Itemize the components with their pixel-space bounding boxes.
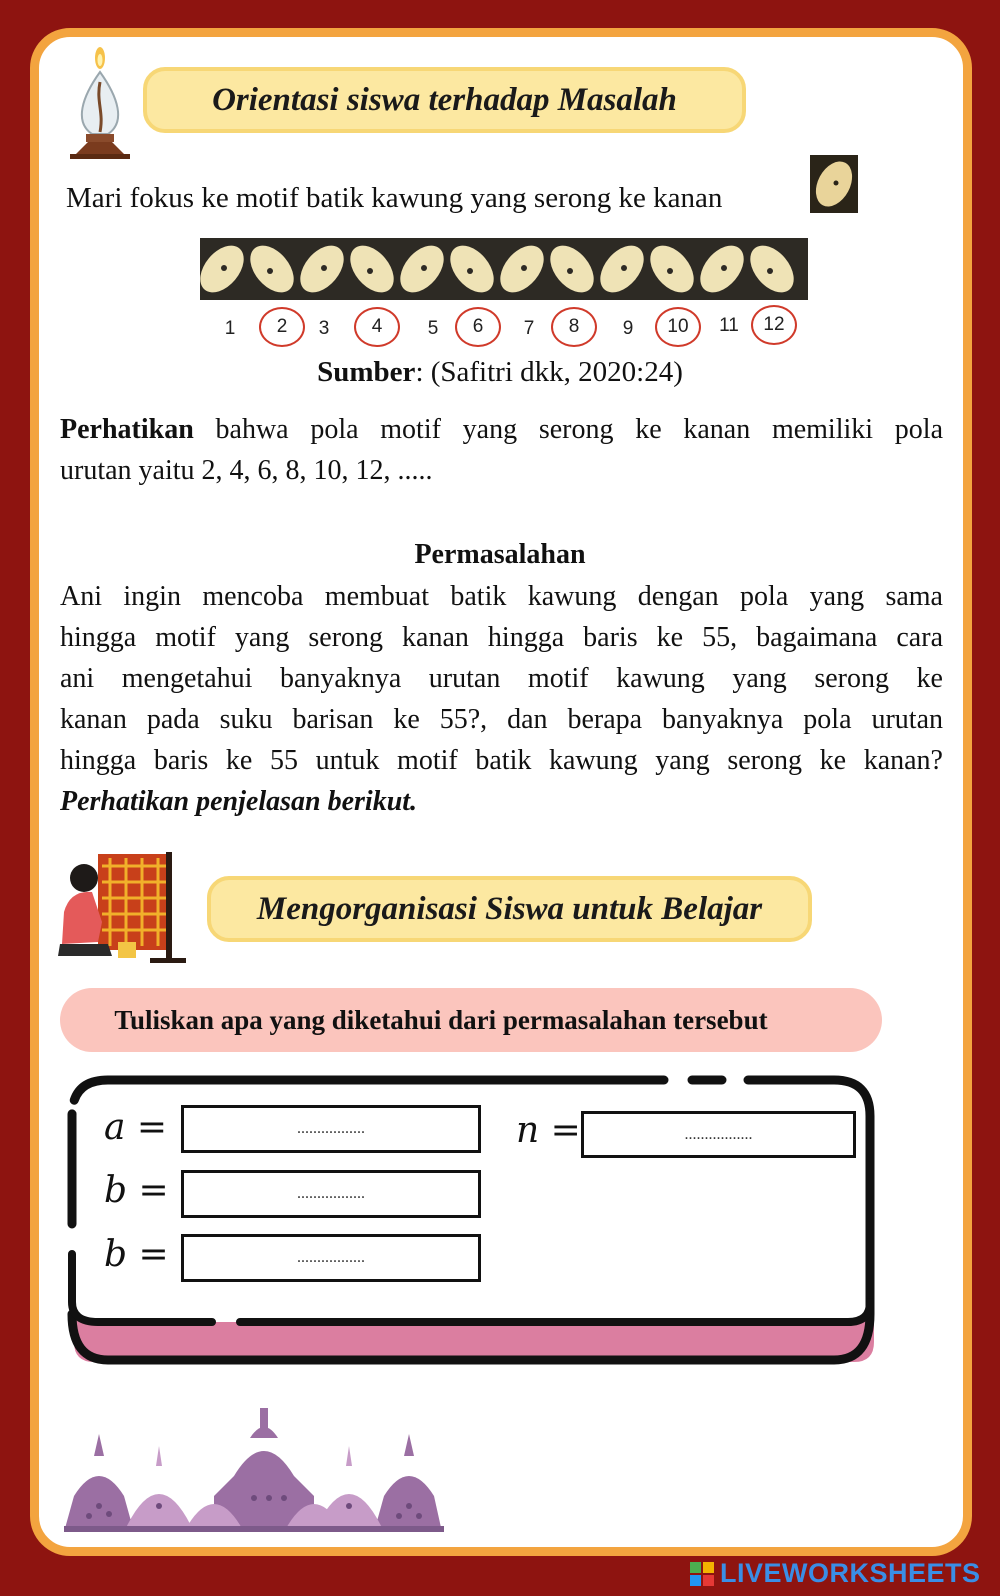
problem-closing: Perhatikan penjelasan berikut. bbox=[60, 786, 418, 817]
input-a[interactable] bbox=[181, 1105, 481, 1153]
section-title-orientation-text: Orientasi siswa terhadap Masalah bbox=[212, 81, 677, 118]
input-n[interactable] bbox=[581, 1111, 856, 1158]
observation-paragraph bbox=[60, 409, 943, 491]
sequence-number: 1 bbox=[224, 318, 236, 339]
label-n: n = bbox=[516, 1110, 581, 1151]
sequence-number-circled: 8 bbox=[551, 307, 597, 347]
sequence-number: 11 bbox=[719, 315, 739, 336]
batik-kawung-strip bbox=[200, 238, 808, 300]
problem-heading: Permasalahan bbox=[414, 539, 586, 570]
source-text: : (Safitri dkk, 2020:24) bbox=[415, 356, 683, 388]
sequence-number: 3 bbox=[318, 318, 330, 339]
input-b-1-placeholder: ................. bbox=[297, 1185, 365, 1202]
problem-line: kanan pada suku barisan ke 55?, dan berapa banyaknya pola urutan bbox=[60, 704, 943, 735]
watermark-text: LIVEWORKSHEETS bbox=[720, 1558, 981, 1588]
task-instruction-pill bbox=[60, 988, 882, 1052]
observation-line-1-text: bahwa pola motif yang serong ke kanan memiliki pola bbox=[215, 414, 943, 445]
section-title-organize-text: Mengorganisasi Siswa untuk Belajar bbox=[256, 890, 763, 927]
liveworksheets-logo-icon bbox=[690, 1562, 714, 1586]
sequence-number: 9 bbox=[622, 318, 634, 339]
liveworksheets-watermark bbox=[690, 1558, 981, 1589]
sequence-number-circled: 2 bbox=[259, 307, 305, 347]
observation-bold: Perhatikan bbox=[60, 414, 194, 445]
input-b-2[interactable] bbox=[181, 1234, 481, 1282]
observation-line-1 bbox=[60, 409, 943, 450]
source-label: Sumber bbox=[317, 356, 416, 388]
sequence-number: 5 bbox=[427, 318, 439, 339]
input-a-placeholder: ................. bbox=[297, 1120, 365, 1137]
input-b-1[interactable] bbox=[181, 1170, 481, 1218]
input-n-placeholder: ................. bbox=[684, 1125, 753, 1143]
sequence-number-circled: 10 bbox=[655, 307, 701, 347]
label-a: a = bbox=[104, 1107, 168, 1148]
observation-line-2: urutan yaitu 2, 4, 6, 8, 10, 12, ..... bbox=[60, 455, 433, 486]
intro-text: Mari fokus ke motif batik kawung yang serong ke kanan bbox=[66, 182, 723, 214]
problem-line: Ani ingin mencoba membuat batik kawung dengan pola yang sama bbox=[60, 581, 943, 612]
sequence-number: 7 bbox=[523, 318, 535, 339]
problem-line: ani mengetahui banyaknya urutan motif kawung yang serong ke bbox=[60, 663, 943, 694]
problem-paragraph bbox=[60, 576, 943, 822]
section-title-organize bbox=[207, 876, 812, 942]
problem-line: hingga baris ke 55 untuk motif batik kawung yang serong ke kanan? bbox=[60, 745, 943, 776]
label-b-2: b = bbox=[104, 1234, 169, 1275]
source-citation bbox=[0, 352, 1000, 393]
borobudur-temple-illustration bbox=[64, 1386, 444, 1532]
section-title-orientation bbox=[143, 67, 746, 133]
sequence-number-circled: 4 bbox=[354, 307, 400, 347]
sequence-number-circled: 6 bbox=[455, 307, 501, 347]
kawung-motif-thumbnail bbox=[810, 155, 858, 213]
batik-artist-illustration bbox=[58, 852, 192, 970]
task-instruction-text: Tuliskan apa yang diketahui dari permasalahan tersebut bbox=[114, 1004, 768, 1035]
label-b-1: b = bbox=[104, 1170, 169, 1211]
sequence-number-circled: 12 bbox=[751, 305, 797, 345]
input-b-2-placeholder: ................. bbox=[297, 1249, 365, 1266]
oil-lamp-icon bbox=[62, 42, 140, 162]
problem-line: hingga motif yang serong kanan hingga baris ke 55, bagaimana cara bbox=[60, 622, 943, 653]
